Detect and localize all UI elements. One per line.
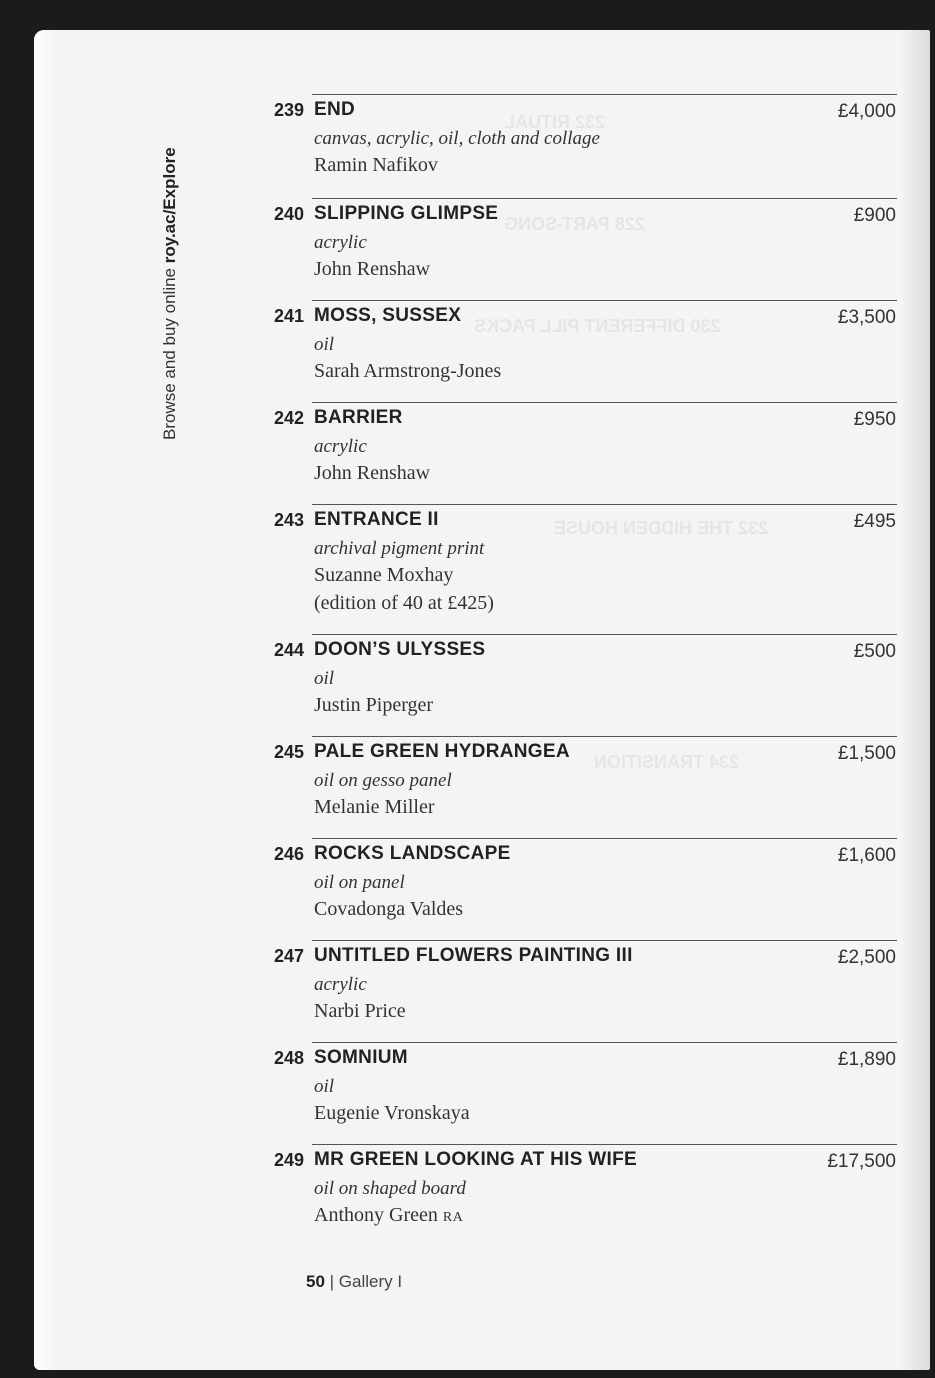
entry-medium: oil on shaped board — [314, 1178, 466, 1199]
entry-number: 241 — [273, 306, 304, 326]
entry-edition: (edition of 40 at £425) — [314, 592, 494, 614]
entry-medium: oil on panel — [314, 872, 405, 893]
sidebar-browse-text — [160, 147, 180, 440]
divider-rule — [312, 634, 897, 635]
artist-suffix: RA — [442, 1210, 464, 1225]
sidebar-text: Browse and buy online — [160, 267, 179, 440]
entry-medium: acrylic — [314, 974, 367, 995]
entry-price: £495 — [853, 511, 896, 532]
entry-artist: Ramin Nafikov — [314, 154, 438, 176]
divider-rule — [312, 940, 897, 941]
artist-name: Anthony Green — [314, 1204, 438, 1226]
entry-medium: oil — [314, 334, 335, 355]
divider-rule — [312, 1042, 897, 1043]
show-through: 230 DIFFERENT PILL PACKS — [474, 316, 721, 336]
entry-title: MR GREEN LOOKING AT HIS WIFE — [314, 1149, 637, 1170]
entry-number: 242 — [273, 408, 304, 428]
show-through: 232 RITUAL — [504, 112, 606, 132]
entry-title: SLIPPING GLIMPSE — [314, 203, 499, 224]
entry-title: ENTRANCE II — [314, 509, 439, 530]
entry-medium: archival pigment print — [314, 538, 485, 559]
entry-price: £3,500 — [837, 307, 896, 328]
entry-number: 239 — [273, 100, 304, 120]
entry-price: £1,600 — [837, 845, 896, 866]
entry-number: 240 — [273, 204, 304, 224]
entry-price: £1,890 — [837, 1049, 896, 1070]
divider-rule — [312, 838, 897, 839]
sidebar-link[interactable]: roy.ac/Explore — [160, 147, 179, 264]
entry-number: 245 — [273, 742, 304, 762]
entry-artist: Justin Piperger — [314, 694, 434, 716]
divider-rule — [312, 402, 897, 403]
entry-artist: Narbi Price — [314, 1000, 406, 1022]
entry-title: ROCKS LANDSCAPE — [314, 843, 511, 864]
entry-title: BARRIER — [314, 407, 403, 428]
page-spine-shadow — [34, 30, 58, 1370]
entry-title: UNTITLED FLOWERS PAINTING III — [314, 945, 633, 966]
entry-price: £500 — [853, 641, 896, 662]
entry-artist: Sarah Armstrong-Jones — [314, 360, 502, 382]
show-through: 228 PART-SONG — [504, 214, 645, 234]
entry-price: £950 — [853, 409, 896, 430]
divider-rule — [312, 198, 897, 199]
entry-medium: oil on gesso panel — [314, 770, 452, 791]
entry-medium: acrylic — [314, 232, 367, 253]
entry-artist: Eugenie Vronskaya — [314, 1102, 470, 1124]
entry-artist: John Renshaw — [314, 258, 431, 280]
entry-artist: Covadonga Valdes — [314, 898, 464, 920]
divider-rule — [312, 94, 897, 95]
entry-title: SOMNIUM — [314, 1047, 408, 1068]
entry-price: £2,500 — [837, 947, 896, 968]
catalogue-page — [34, 30, 930, 1370]
page-footer — [306, 1272, 402, 1292]
entry-artist — [314, 1204, 463, 1227]
entry-title: PALE GREEN HYDRANGEA — [314, 741, 570, 762]
entry-number: 244 — [273, 640, 304, 660]
entry-title: DOON’S ULYSSES — [314, 639, 486, 660]
entry-title: END — [314, 99, 356, 120]
entry-artist: Suzanne Moxhay — [314, 564, 454, 586]
divider-rule — [312, 300, 897, 301]
page-number: 50 — [306, 1272, 325, 1291]
entry-medium: oil — [314, 668, 335, 689]
show-through: 232 THE HIDDEN HOUSE — [554, 518, 769, 538]
entry-price: £900 — [853, 205, 896, 226]
entry-medium: canvas, acrylic, oil, cloth and collage — [314, 128, 600, 149]
entry-medium: acrylic — [314, 436, 367, 457]
show-through: 234 TRANSITION — [594, 752, 740, 772]
entry-number: 249 — [273, 1150, 304, 1170]
section-label: | Gallery I — [329, 1272, 403, 1291]
entry-number: 247 — [273, 946, 304, 966]
entry-number: 246 — [273, 844, 304, 864]
entry-number: 248 — [273, 1048, 304, 1068]
entry-price: £4,000 — [837, 101, 896, 122]
divider-rule — [312, 736, 897, 737]
entry-artist: John Renshaw — [314, 462, 431, 484]
entry-price: £17,500 — [827, 1151, 896, 1172]
entry-medium: oil — [314, 1076, 335, 1097]
entry-price: £1,500 — [837, 743, 896, 764]
entry-artist: Melanie Miller — [314, 796, 435, 818]
divider-rule — [312, 1144, 897, 1145]
divider-rule — [312, 504, 897, 505]
entry-number: 243 — [273, 510, 304, 530]
entry-title: MOSS, SUSSEX — [314, 305, 462, 326]
